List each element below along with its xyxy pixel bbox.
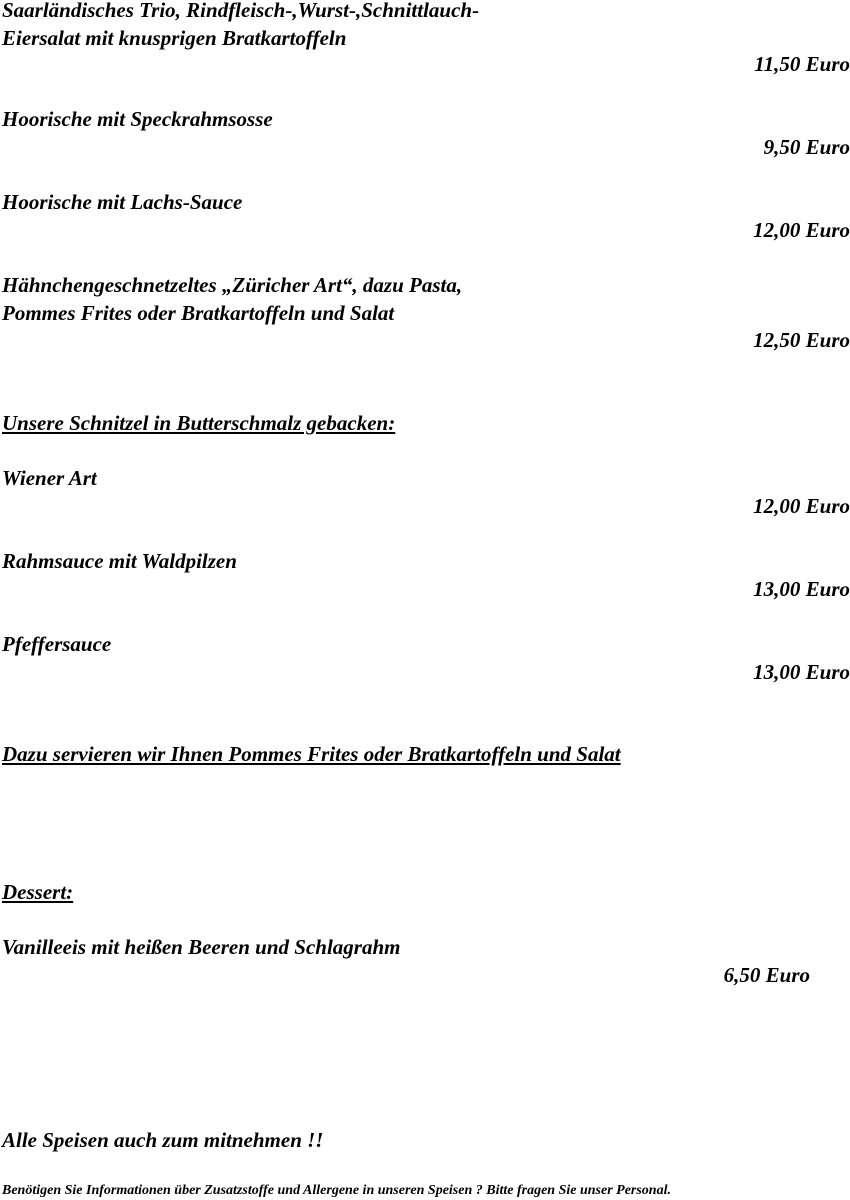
menu-item-name: Hähnchengeschnetzeltes „Züricher Art“, dazu Pasta, bbox=[2, 273, 463, 297]
menu-item-price: 12,00 Euro bbox=[753, 218, 850, 242]
menu-item-name: Vanilleeis mit heißen Beeren und Schlagrahm bbox=[2, 935, 401, 959]
menu-item-price: 11,50 Euro bbox=[754, 52, 850, 76]
menu-item-name: Pfeffersauce bbox=[2, 632, 112, 656]
menu-item-price: 13,00 Euro bbox=[753, 577, 850, 601]
menu-item-price: 13,00 Euro bbox=[753, 660, 850, 684]
menu-item-name: Pommes Frites oder Bratkartoffeln und Salat bbox=[2, 301, 395, 325]
allergen-note: Benötigen Sie Informationen über Zusatzstoffe und Allergene in unseren Speisen ? Bitte fragen Sie unser Personal. bbox=[2, 1183, 671, 1198]
menu-item-price: 12,50 Euro bbox=[753, 328, 850, 352]
menu-item-name: Hoorische mit Lachs-Sauce bbox=[2, 190, 243, 214]
menu-item-name: Rahmsauce mit Waldpilzen bbox=[2, 549, 237, 573]
menu-item-name: Wiener Art bbox=[2, 466, 97, 490]
side-dish-note: Dazu servieren wir Ihnen Pommes Frites oder Bratkartoffeln und Salat bbox=[2, 742, 621, 766]
section-heading-schnitzel: Unsere Schnitzel in Butterschmalz gebacken: bbox=[2, 411, 396, 435]
menu-item-name: Eiersalat mit knusprigen Bratkartoffeln bbox=[2, 26, 347, 50]
menu-item-price: 9,50 Euro bbox=[763, 135, 850, 159]
menu-item-price: 6,50 Euro bbox=[723, 963, 810, 987]
menu-item-name: Saarländisches Trio, Rindfleisch-,Wurst-,Schnittlauch- bbox=[2, 0, 480, 22]
menu-item-price: 12,00 Euro bbox=[753, 494, 850, 518]
section-heading-dessert: Dessert: bbox=[2, 880, 74, 904]
takeaway-note: Alle Speisen auch zum mitnehmen !! bbox=[2, 1128, 324, 1152]
menu-item-name: Hoorische mit Speckrahmsosse bbox=[2, 107, 273, 131]
